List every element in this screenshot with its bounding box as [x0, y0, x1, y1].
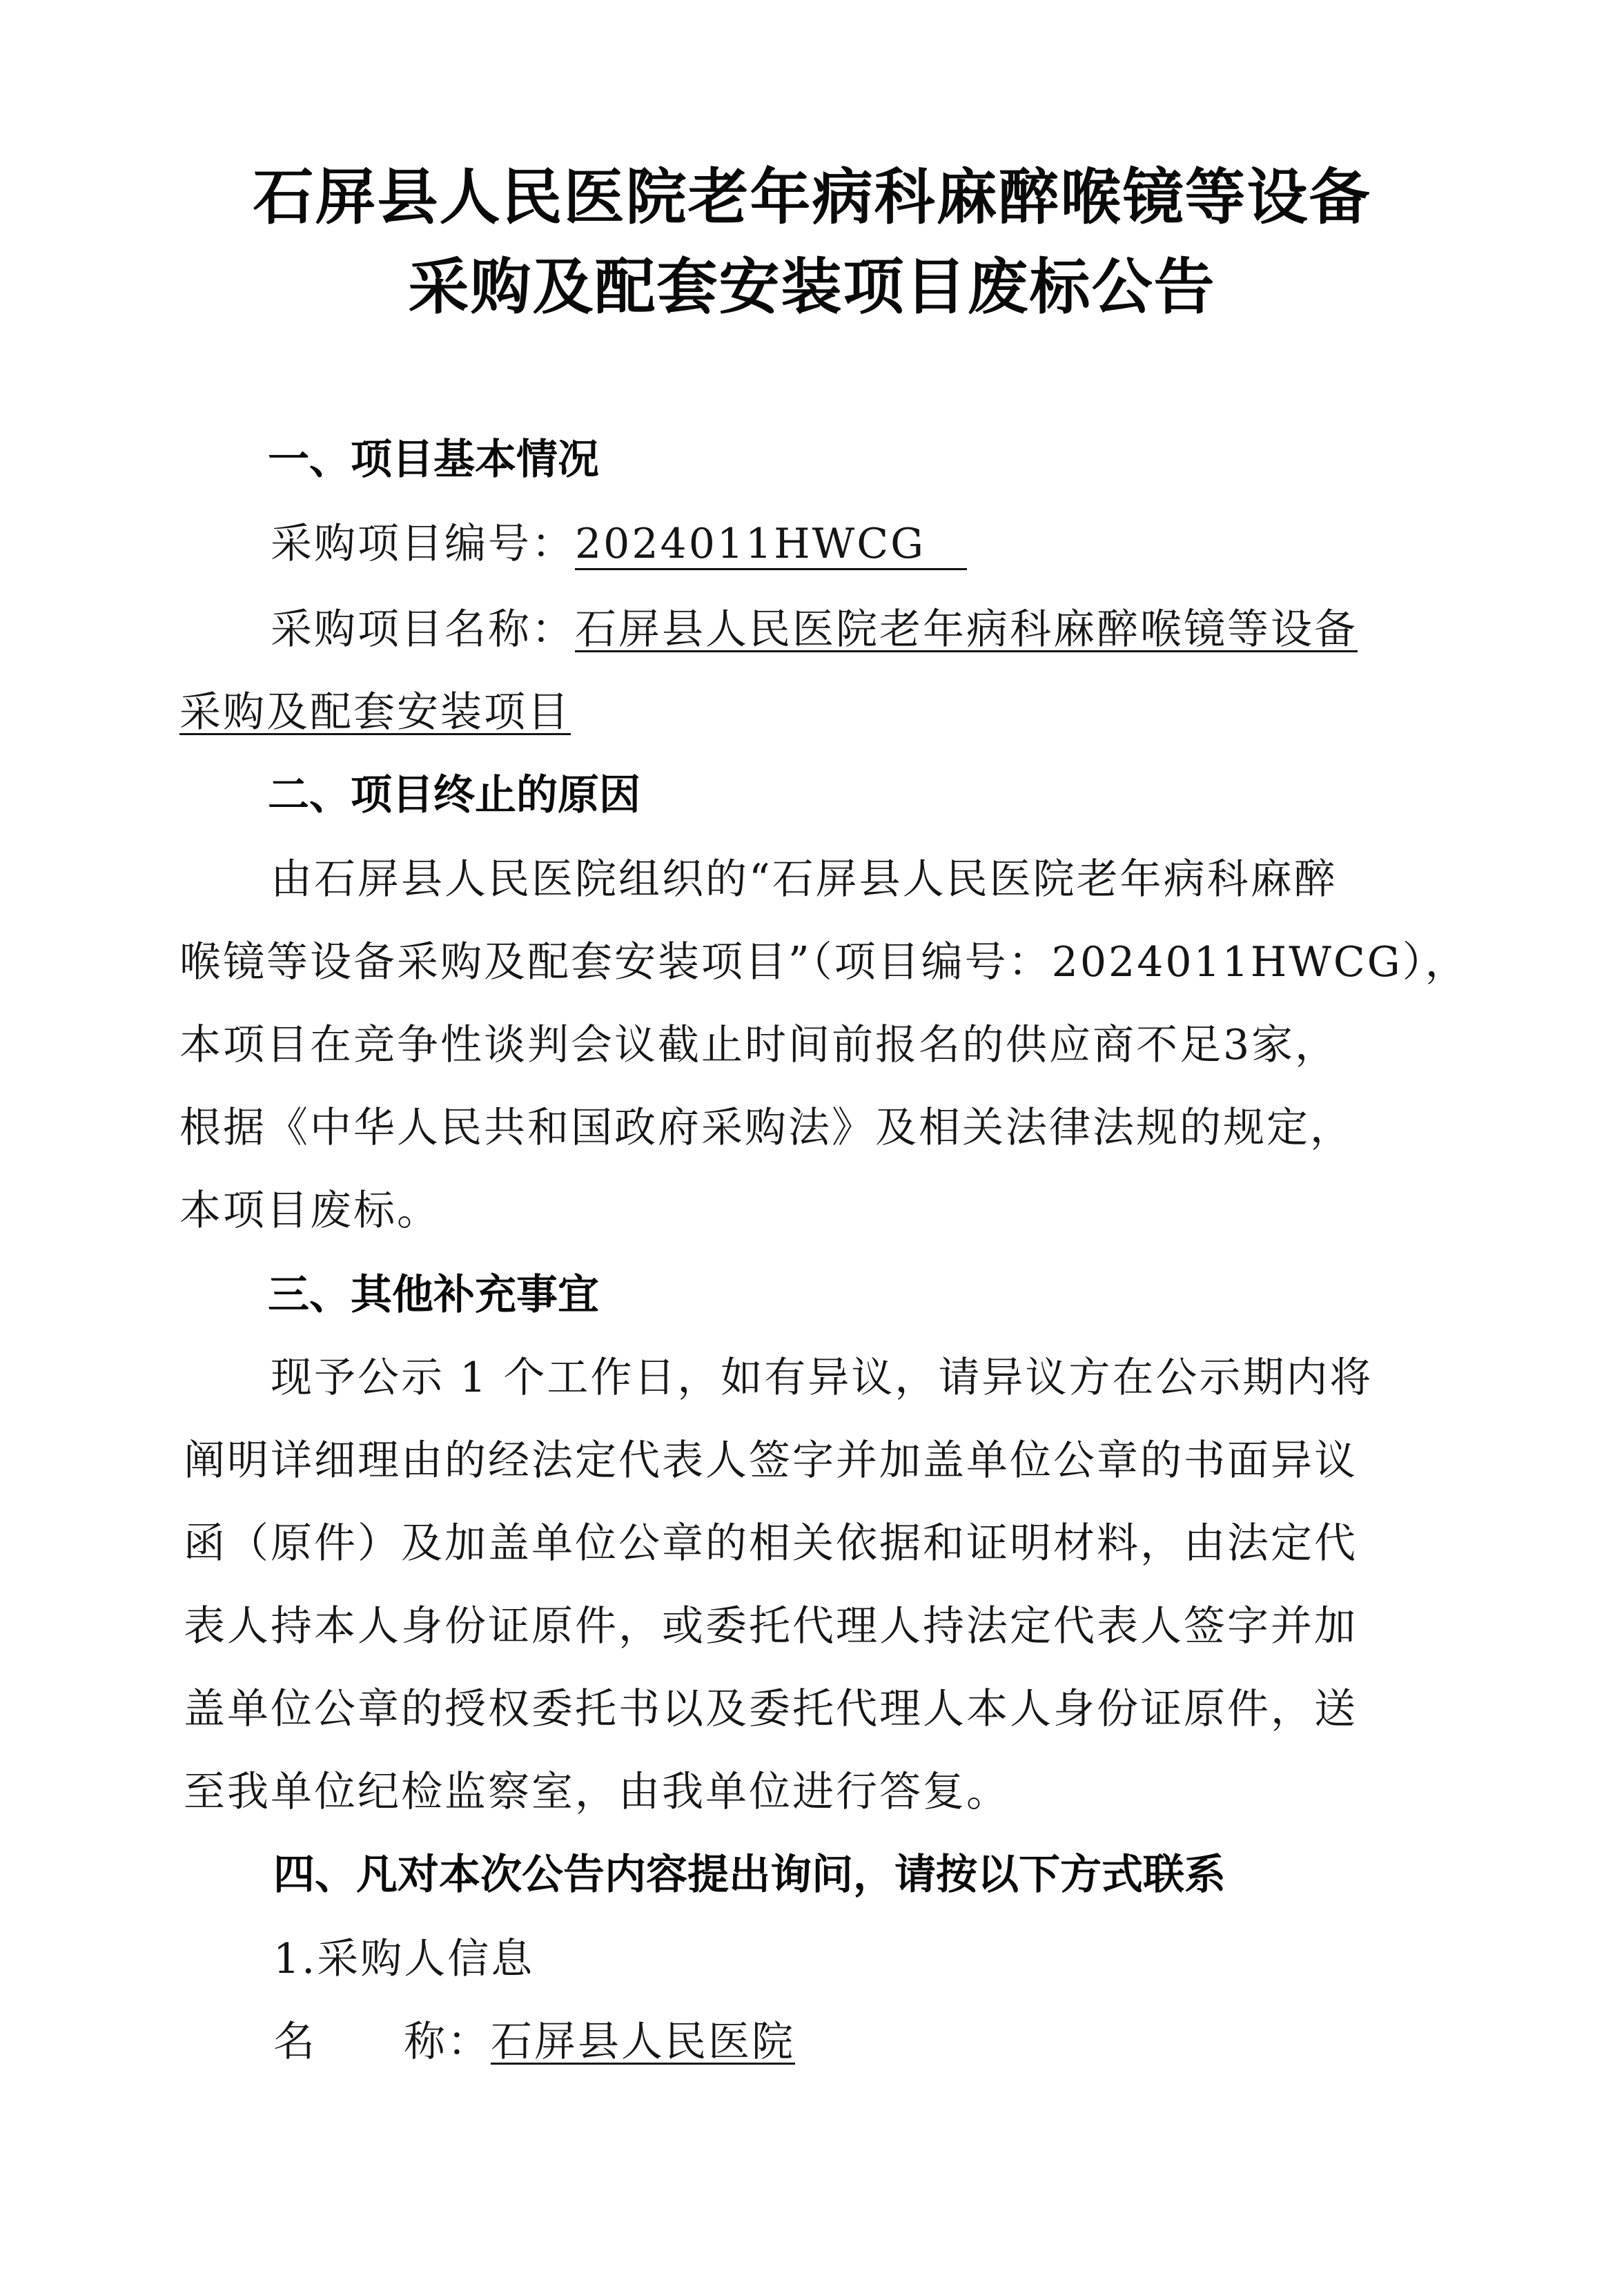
document-title-line-1: 石屏县人民医院老年病科麻醉喉镜等设备: [253, 162, 1371, 233]
section-4-heading: 四、凡对本次公告内容提出询问，请按以下方式联系: [273, 1851, 1226, 1899]
section-3-heading: 三、其他补充事宜: [268, 1271, 599, 1319]
section-2-line: 由石屏县人民医院组织的“石屏县人民医院老年病科麻醉: [271, 855, 1338, 904]
section-3-line: 阐明详细理由的经法定代表人签字并加盖单位公章的书面异议: [184, 1436, 1358, 1485]
project-number-label: 采购项目编号：: [271, 520, 575, 568]
section-2-heading: 二、项目终止的原因: [268, 771, 640, 819]
section-3-line: 表人持本人身份证原件，或委托代理人持法定代表人签字并加: [184, 1602, 1358, 1650]
project-name-value-line-1: 石屏县人民医院老年病科麻醉喉镜等设备: [575, 605, 1358, 654]
purchaser-name-value: 石屏县人民医院: [491, 2018, 795, 2066]
section-3-line: 现予公示 1 个工作日，如有异议，请异议方在公示期内将: [271, 1354, 1373, 1402]
section-1-heading: 一、项目基本情况: [268, 436, 599, 484]
section-3-line: 盖单位公章的授权委托书以及委托代理人本人身份证原件，送: [184, 1685, 1358, 1733]
section-2-line: 本项目废标。: [179, 1187, 440, 1235]
document-title-line-2: 采购及配套安装项目废标公告: [408, 251, 1216, 322]
purchaser-info-heading: 1.采购人信息: [273, 1935, 535, 1983]
purchaser-name-row: [273, 2014, 795, 2069]
project-name-value-line-2: 采购及配套安装项目: [179, 688, 571, 737]
project-number-row: [271, 516, 967, 572]
section-2-line: 本项目在竞争性谈判会议截止时间前报名的供应商不足3家，: [179, 1021, 1339, 1069]
section-2-line: 根据《中华人民共和国政府采购法》及相关法律法规的规定，: [179, 1104, 1353, 1152]
project-name-row: [271, 602, 1358, 657]
project-name-continuation: [179, 685, 571, 740]
section-3-line: 至我单位纪检监察室，由我单位进行答复。: [184, 1768, 1010, 1816]
section-3-line: 函（原件）及加盖单位公章的相关依据和证明材料，由法定代: [184, 1519, 1358, 1568]
purchaser-name-label: 名 称：: [273, 2018, 491, 2066]
section-2-line: 喉镜等设备采购及配套安装项目”（项目编号：2024011HWCG），: [179, 938, 1469, 986]
project-name-label: 采购项目名称：: [271, 605, 575, 654]
project-number-value: 2024011HWCG: [575, 520, 967, 570]
